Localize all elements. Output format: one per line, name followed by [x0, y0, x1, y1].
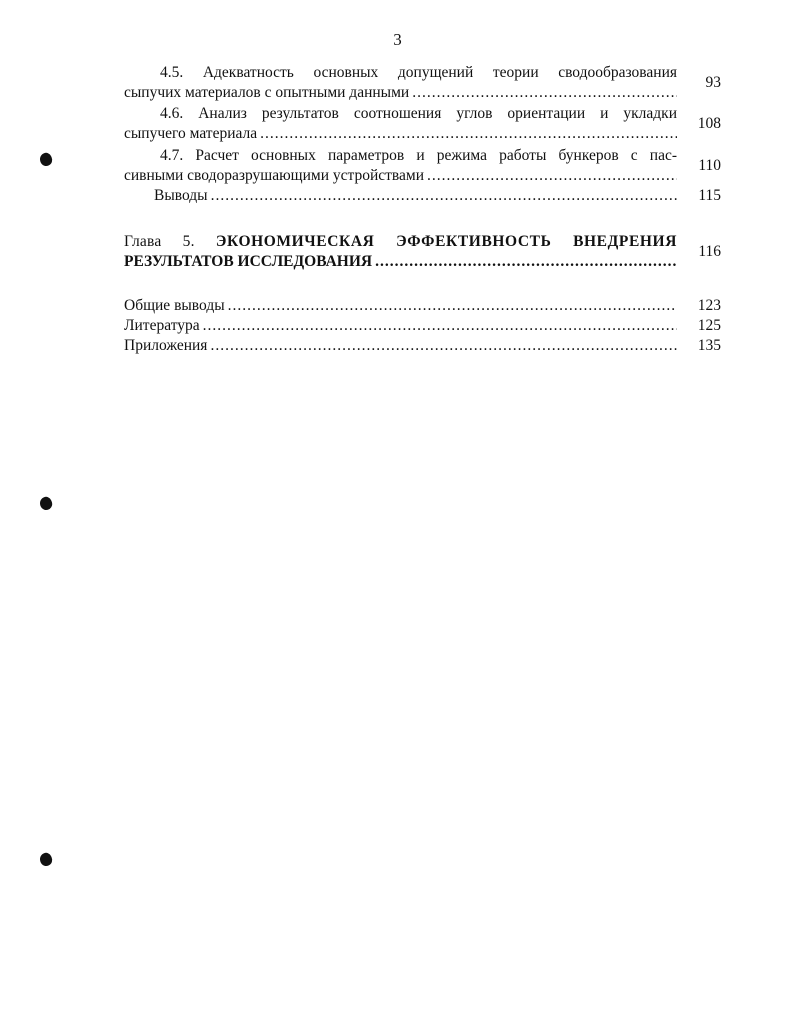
toc-entry-text: 4.7. Расчет основных параметров и режима работы бункеров с пас-	[160, 147, 677, 164]
toc-entry-general-conclusions	[124, 296, 721, 316]
binder-hole-mark	[38, 151, 54, 168]
toc-entry-appendices	[124, 336, 721, 356]
toc-entry-text: 4.6. Анализ результатов соотношения углов ориентации и укладки	[160, 105, 677, 122]
toc-entry-text: сыпучих материалов с опытными данными	[124, 84, 410, 101]
toc-page-number: 93	[705, 74, 721, 91]
toc-page-number: 125	[697, 317, 721, 334]
table-of-contents	[124, 63, 721, 356]
toc-entry-4-6	[124, 104, 721, 144]
toc-entry-text: Приложения	[124, 337, 208, 354]
toc-entry-text: Выводы	[154, 187, 208, 204]
leader-dots	[211, 186, 677, 206]
toc-page-number: 108	[697, 115, 721, 132]
toc-entry-text: Литература	[124, 317, 200, 334]
toc-entry-conclusions	[124, 186, 721, 206]
leader-dots	[228, 296, 677, 316]
toc-entry-4-7	[124, 146, 721, 186]
toc-page-number: 115	[698, 187, 721, 204]
chapter-heading: Глава 5. ЭКОНОМИЧЕСКАЯ ЭФФЕКТИВНОСТЬ ВНЕДРЕНИЯ	[124, 233, 677, 250]
binder-hole-mark	[38, 495, 54, 512]
leader-dots	[375, 252, 677, 272]
binder-hole-mark	[38, 851, 54, 868]
toc-entry-4-5	[124, 63, 721, 103]
leader-dots	[412, 83, 677, 103]
leader-dots	[203, 316, 677, 336]
leader-dots	[427, 166, 677, 186]
leader-dots	[210, 336, 677, 356]
chapter-heading-line2: РЕЗУЛЬТАТОВ ИССЛЕДОВАНИЯ	[124, 253, 373, 270]
toc-page-number: 135	[697, 337, 721, 354]
toc-entry-text: 4.5. Адекватность основных допущений теории сводообразования	[160, 64, 677, 81]
toc-entry-text: Общие выводы	[124, 297, 225, 314]
toc-page-number: 123	[697, 297, 721, 314]
toc-page-number: 110	[698, 157, 721, 174]
toc-entry-literature	[124, 316, 721, 336]
leader-dots	[260, 124, 677, 144]
page-number: 3	[393, 30, 402, 49]
toc-entry-text: сыпучего материала	[124, 125, 258, 142]
toc-entry-text: сивными сводоразрушающими устройствами	[124, 167, 425, 184]
toc-page-number: 116	[698, 243, 721, 260]
toc-chapter-5	[124, 232, 721, 272]
